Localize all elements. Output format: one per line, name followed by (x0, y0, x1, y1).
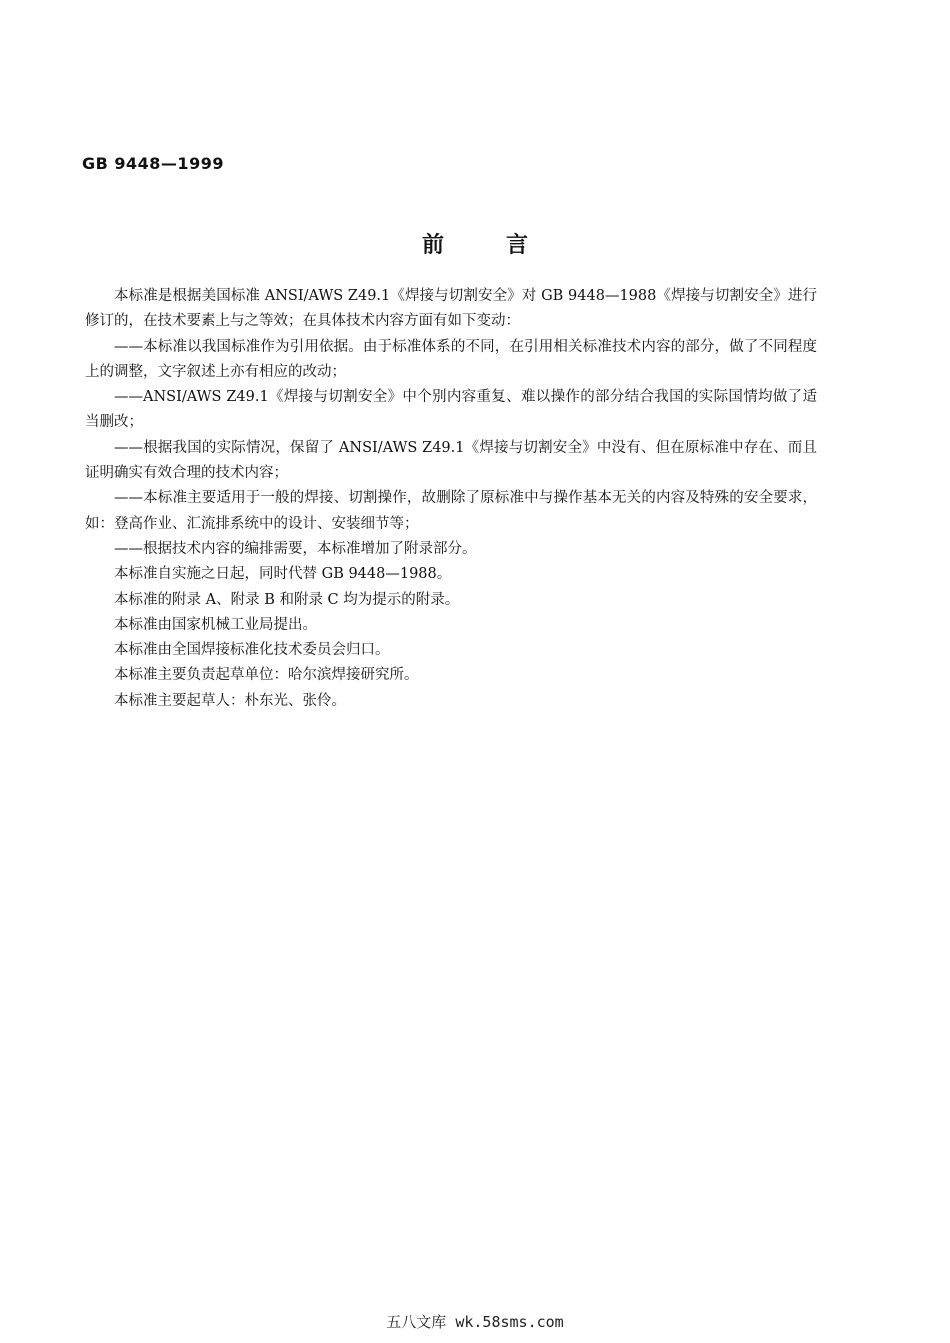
title-char-2: 言 (506, 233, 529, 258)
page-title (0, 228, 950, 259)
title-char-1: 前 (421, 233, 444, 258)
preface-paragraph-12: 本标准主要起草人：朴东光、张伶。 (114, 692, 346, 709)
preface-paragraph-4: ——根据我国的实际情况，保留了 ANSI/AWS Z49.1《焊接与切割安全》中没有、但在原标准中存在、而且证明确实有效合理的技术内容； (85, 439, 817, 482)
preface-paragraph-11: 本标准主要负责起草单位：哈尔滨焊接研究所。 (114, 667, 419, 684)
preface-paragraph-7: 本标准自实施之日起，同时代替 GB 9448—1988。 (114, 566, 452, 583)
preface-paragraph-5: ——本标准主要适用于一般的焊接、切割操作，故删除了原标准中与操作基本无关的内容及特殊的安全要求，如：登高作业、汇流排系统中的设计、安装细节等； (85, 490, 817, 532)
standard-number-header: GB 9448—1999 (82, 154, 224, 173)
preface-paragraph-2: ——本标准以我国标准作为引用依据。由于标准体系的不同，在引用相关标准技术内容的部分，做了不同程度上的调整，文字叙述上亦有相应的改动； (85, 338, 817, 380)
preface-body (85, 284, 817, 714)
preface-paragraph-3: ——ANSI/AWS Z49.1《焊接与切割安全》中个别内容重复、难以操作的部分结合我国的实际国情均做了适当删改； (85, 389, 817, 431)
preface-paragraph-10: 本标准由全国焊接标准化技术委员会归口。 (114, 642, 390, 659)
preface-paragraph-6: ——根据技术内容的编排需要，本标准增加了附录部分。 (114, 540, 477, 557)
watermark-footer: 五八文库 wk.58sms.com (386, 1313, 564, 1331)
preface-paragraph-9: 本标准由国家机械工业局提出。 (114, 616, 317, 633)
preface-paragraph-8: 本标准的附录 A、附录 B 和附录 C 均为提示的附录。 (114, 591, 460, 608)
preface-paragraph-1: 本标准是根据美国标准 ANSI/AWS Z49.1《焊接与切割安全》对 GB 9448—1988《焊接与切割安全》进行修订的，在技术要素上与之等效；在具体技术内容方面有如下变动： (85, 288, 817, 330)
